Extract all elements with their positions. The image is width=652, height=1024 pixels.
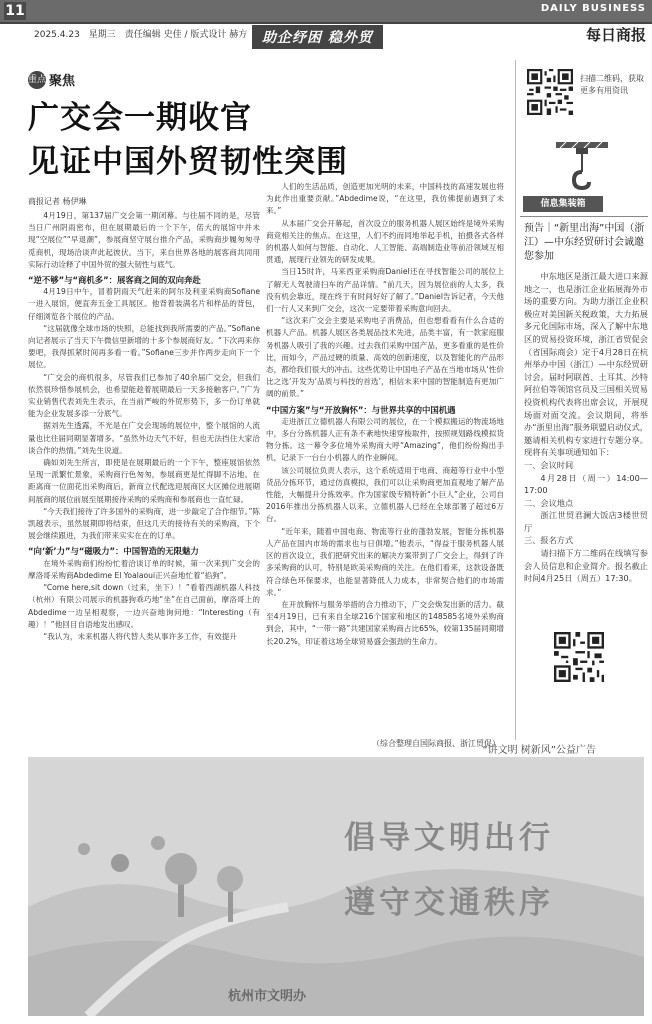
public-service-ad <box>28 757 644 1016</box>
paragraph: 走进浙江立德机器人有限公司的展位，在一个模拟搬运的物流场地中，多台分拣机器人正有条不紊地快速穿梭取件，按照规划路线模拟货物分拣。这一幕令多位境外采购商大呼“Amazing”，他们纷纷掏出手机，记录下一台台小机器人的作业瞬间。 <box>266 416 504 463</box>
ad-slogan-line-2: 遵守交通秩序 <box>344 885 554 921</box>
page-header <box>0 0 652 48</box>
paragraph: “近年来，随着中国电商、物流等行业的蓬勃发展，智能分拣机器人产品在国内市场的需求也与日俱增。”他表示，“得益于服务机器人展区的首次设立，我们把研究出来的解决方案带到了广交会上，得到了许多采购商的认可，特别是欧美采购商的关注。在他们看来，这款设备既符合绿色环保要求，也能显著降低人力成本，非常契合他们的市场需求。” <box>266 526 504 597</box>
paragraph: “Come here,sit down（过来，坐下）！”看着西湖机器人科技（杭州）有限公司展示的机器狗乖巧地“坐”在自己面前，摩洛哥上的Abdedime一边呈相观察，一边兴奋地询问地：“Interesting（有趣）！”他回目自语地发出感叹。 <box>28 583 260 629</box>
paragraph: 从本届广交会开幕起，首次设立的服务机器人展区始终是境外采购商竞相关注的焦点。在这里，人们不约而同地举起手机，拍摄各式各样的机器人如何与智能、自动化、人工智能、高端制造业等前沿领域互相贯通，展现行业领先的研发成果。 <box>266 218 504 265</box>
brand-english: DAILY BUSINESS <box>540 3 646 14</box>
section-subheading: “逆不够”与“商机多”：展客商之间的双向奔赴 <box>28 275 201 286</box>
paragraph: “这届就像全球市场的快照，总能找到我所需要的产品。”Sofiane向记者展示了当天下午微信里新增的十多个参展商好友。“下次再来你要吧，我得抓紧时间再多看一看。”Sofiane三步并作两步走向下一个展位。 <box>28 323 260 370</box>
byline: 商报记者 杨伊琳 <box>28 197 87 206</box>
qr-code-icon[interactable] <box>527 69 573 115</box>
sidebar-rule <box>520 216 648 217</box>
registration-qr-icon[interactable] <box>554 632 604 682</box>
paragraph: “我认为，未来机器人将代替人类从事许多工作，有效提升 <box>43 631 237 641</box>
paragraph: 浙江世贸君澜大饭店3楼世贸厅 <box>524 510 648 533</box>
page-number: 11 <box>5 3 25 19</box>
headline-line-2: 见证中国外贸韧性突围 <box>28 144 348 180</box>
article-column-2 <box>266 181 504 738</box>
headline-line-1: 广交会一期收官 <box>28 100 252 136</box>
headline <box>28 96 468 184</box>
paragraph: 确如刘先生所言，即使是在展期最后的一个下午，整座展馆依然呈现一派繁忙景象，采购商行色匆匆，参展商更是忙得脚不沾地。在距离商一位面花出采购商后，新商立代配选迎展商区大区摊位进展期间展商的展位前展至展期接待采购的采购商和参展商也一直忙碌。 <box>28 458 260 504</box>
focus-label: 聚焦 <box>49 74 76 89</box>
paragraph: 该公司展位负责人表示，这个系统适用于电商、商超等行业中小型货品分拣环节，通过仿真模拟，我们可以让采购商更加直观地了解产品性能，大幅提升分拣效率。作为国家级专精特新“小巨人”企业，公司自2016年推出分拣机器人以来，立德机器人已经在全球部署了超过6万台。 <box>266 465 504 524</box>
source-credit: （综合整理自国际商报、浙江贸促） <box>372 739 500 748</box>
issue-meta: 2025.4.23 星期三 责任编辑 史佳 / 版式设计 赫方 <box>34 30 248 40</box>
qr-caption: 扫描二维码，获取更多有用资讯 <box>580 74 644 95</box>
section-subheading: “向‘新’力”与“磁吸力”：中国智造的无限魅力 <box>28 546 199 557</box>
paragraph: 人们的生活品质，创造更加光明的未来，中国科技的高速发展也将为此作出重要贡献。”Abdedime说，“在这里，我仿佛提前遇到了未来。” <box>266 182 504 216</box>
crane-hook-icon <box>556 140 608 200</box>
paragraph: 在境外采购商们纷纷忙着洽谈订单的时候，第一次来到广交会的摩洛哥采购商Abdedime El Yoalaoui正兴奋地忙着“掐狗”。 <box>28 558 260 580</box>
paragraph: 一、会议时间 <box>524 459 574 470</box>
paragraph: 三、报名方式 <box>524 535 574 546</box>
notice-title: 预告｜“新里出海”中国（浙江）—中东经贸研讨会诚邀您参加 <box>524 223 645 262</box>
ad-slogan-line-1: 倡导文明出行 <box>344 820 554 856</box>
paragraph: 4月19日，第137届广交会第一期闭幕。与往届不同的是，尽管当日广州阴雨密布，但在展期最后的一个下午，偌大的展馆中并未现“空展位”“早退潮”，参展商坚守展台推介产品，采购商步履匆匆寻觅商机，现场洽谈声此起彼伏。当下，来自世界各地的展客商共同用实际行动诠释了中国外贸的强大韧性与底气。 <box>28 211 260 269</box>
section-subheading: “中国方案”与“开放胸怀”：与世界共享的中国机遇 <box>266 404 456 415</box>
article-column-1 <box>28 210 260 738</box>
notice-body <box>524 270 648 585</box>
paragraph: 中东地区是浙江最大进口来源地之一，也是浙江企业拓展海外市场的重要方向。为助力浙江企业积极应对美国新关税政策，大力拓展多元化国际市场，深入了解中东地区的贸易投资环境，浙江省贸促会（省国际商会）定于4月28日在杭州举办中国（浙江）—中东经贸研讨会。届时阿联酋、土耳其、沙特阿拉伯等领馆官员及三国相关贸易投资机构代表将出席会议，开展现场面对面交流。会议期间，将举办“浙里出海”服务联盟启动仪式，邀请相关机构专家进行专题分享。现将有关事项通知如下： <box>524 271 648 458</box>
paragraph: “今天我们接待了许多国外的采购商，进一步敲定了合作细节。”陈凯越表示，虽然展期即将结束，但这几天的接待有关的采购商，下个展会继续跟进，为我们带来实实在在的订单。 <box>28 506 260 541</box>
info-container-label: 信息集装箱 <box>523 196 603 212</box>
section-tag <box>28 70 75 89</box>
paragraph: “这次来广交会主要是采购电子消费品，但也想看看有什么合适的机器人产品。机器人展区各类展品技术先进，品类丰富，有一款家庭服务机器人吸引了我的兴趣。过去我们采购中国产品，更多看重的是性价比，而如今，产品过硬的质量、高效的创新速度，以及智能化的产品形态，都给我们很大的冲击。这些优势让中国电子产品在当地市场从‘性价比之选’开发为‘品质与科技的首选’，相信未来中国的智能制造有更加广阔的前景。” <box>266 316 504 399</box>
paragraph: 在开放胸怀与服务举措的合力推动下，广交会焕发出新的活力。截至4月19日，已有来自全球216个国家和地区的148585名境外采购商到会，其中，“一带一路”共建国家采购商占比65%，较第135届同期增长20.2%，印证着这场全球贸易盛会强劲的生命力。 <box>266 599 504 646</box>
newspaper-name: 每日商报 <box>585 26 646 44</box>
paragraph: 二、会议地点 <box>524 497 574 508</box>
paragraph: 据刘先生透露，不光是在广交会现场的展位中，整个展馆的人流量也比往届同期显著增多。“虽然外边天气不好，但也无法挡住大家洽谈合作的热情。”刘先生说道。 <box>28 421 260 455</box>
column-divider <box>515 60 516 740</box>
paragraph: 4月19日中午，冒着阴雨天气赶来的阿尔及利亚采购商Sofiane一进入展馆，便直奔五金工具展区。他背着装满名片和样品的背包，仔细浏览各个展位的产品。 <box>28 287 260 321</box>
section-slogan: 助企纾困 稳外贸 <box>252 25 383 49</box>
ad-organization: 杭州市文明办 <box>228 989 307 1004</box>
header-rule <box>0 22 652 24</box>
ad-caption: “讲文明 树新风”公益广告 <box>482 745 596 756</box>
paragraph: 4月28日（周一）14:00—17:00 <box>524 472 648 496</box>
focus-badge: 重点 <box>28 71 46 89</box>
paragraph: 请扫描下方二维码在线填写参会人员信息和企业简介。报名截止时间4月25日（周五）17:30。 <box>524 548 648 584</box>
paragraph: 当日15时许，马来西亚采购商Daniel还在寻找智能公司的展位上了解无人驾驶清扫车的产品详情。“前几天，因为展位前的人太多，我没有机会靠近，现在终于有时间好好了解了。”Daniel告诉记者，今天他们一行人又来到广交会，这次一定要带着采购意向回去。 <box>266 267 504 314</box>
paragraph: “广交会的商机很多，尽管我们已参加了40余届广交会，但我们依然很珍惜参展机会，也希望能趁着展期最后一天多接触客户。”广为实业销售代表刘先生表示，在当前严峻的外贸形势下，多一份订单就能为企业发展多添一分底气。 <box>28 372 260 419</box>
